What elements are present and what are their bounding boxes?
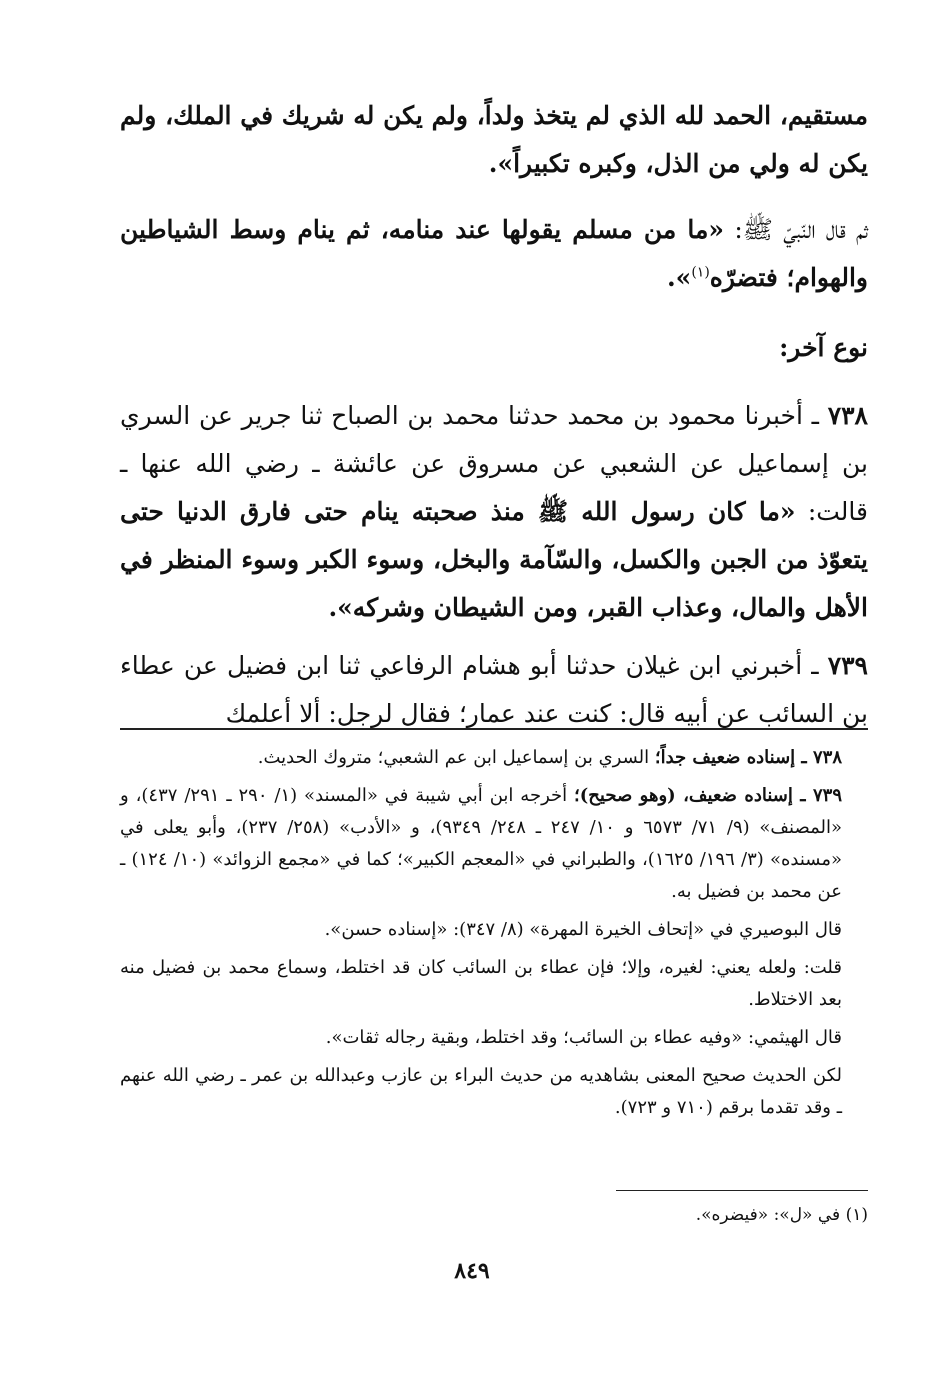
saying-text: «ما من مسلم يقولها عند منامه، ثم ينام وسط الشياطين والهوام؛ فتضرّه <box>120 215 868 292</box>
note-text: السري بن إسماعيل ابن عم الشعبي؛ متروك الحديث. <box>257 747 655 768</box>
hadith-739 <box>120 642 868 738</box>
saying-suffix: ». <box>666 263 692 292</box>
paragraph-prophet-saying <box>120 206 868 302</box>
notes-divider <box>120 728 868 730</box>
footnote-mark: (١) <box>845 1205 868 1225</box>
note-qult: قلت: ولعله يعني: لغيره، وإلا؛ فإن عطاء بن السائب كان قد اختلط، وسماع محمد بن فضيل منه بعد الاختلاط. <box>120 957 842 1010</box>
note-grading: ـ إسناده ضعيف، (وهو صحيح)؛ <box>574 785 813 806</box>
saying-prefix: ثم قال النّبيّ ﷺ: <box>724 215 868 244</box>
footnote-1 <box>120 1200 868 1230</box>
note-text: أخرجه ابن أبي شيبة في «المسند» (١/ ٢٩٠ ـ ٢٩١/ ٤٣٧)، و «المصنف» (٩/ ٧١/ ٦٥٧٣ و ١٠/ ٢٤٧ ـ ٢٤٨/ ٩٣٤٩)، و «الأدب» (٢٥٨/ ٢٣٧)، وأبو يعلى في «مسنده» (٣/ ١٩٦/ ١٦٢٥)، والطبراني في «المعجم الكبير»؛ كما في «مجمع الزوائد» (١٠/ ١٢٤) ـ عن محمد بن فضيل به. <box>120 785 842 902</box>
hadith-chain: ـ أخبرني ابن غيلان حدثنا أبو هشام الرفاعي ثنا ابن فضيل عن عطاء بن السائب عن أبيه قال: كنت عند عمار؛ فقال لرجل: ألا أعلمك <box>120 651 868 728</box>
hadith-number: ٧٣٨ <box>827 401 868 430</box>
footnote-text: في «ل»: «فيضره». <box>695 1205 841 1225</box>
dua-text: مستقيم، الحمد لله الذي لم يتخذ ولداً، ولم يكن له شريك في الملك، ولم يكن له ولي من الذل، وكبره تكبيراً». <box>120 101 868 178</box>
note-lakin: لكن الحديث صحيح المعنى بشاهديه من حديث البراء بن عازب وعبدالله بن عمر ـ رضي الله عنهم ـ وقد تقدما برقم (٧١٠ و ٧٢٣). <box>120 1065 842 1118</box>
hadith-chain: ـ أخبرنا محمود بن محمد حدثنا محمد بن الصباح ثنا جرير عن السري بن إسماعيل عن الشعبي عن مسروق عن عائشة ـ رضي الله عنها ـ قالت: <box>120 401 868 526</box>
paragraph-continuation <box>120 92 868 188</box>
main-text <box>120 92 868 738</box>
hadith-number: ٧٣٩ <box>827 651 868 680</box>
footnote-mark: (١) <box>691 264 710 281</box>
note-busiri: قال البوصيري في «إتحاف الخيرة المهرة» (٨/ ٣٤٧): «إسناده حسن». <box>324 919 842 940</box>
commentary <box>120 742 868 1130</box>
footnote-divider <box>616 1190 868 1191</box>
hadith-matn: «ما كان رسول الله ﷺ منذ صحبته ينام حتى فارق الدنيا حتى يتعوّذ من الجبن والكسل، والسّآمة والبخل، وسوء الكبر وسوء المنظر في الأهل والمال، وعذاب القبر، ومن الشيطان وشركه». <box>120 497 868 622</box>
note-739 <box>120 780 868 908</box>
page-number: ٨٤٩ <box>454 1258 490 1284</box>
note-grading: ـ إسناده ضعيف جداً؛ <box>654 747 813 768</box>
section-heading: نوع آخر: <box>779 333 868 362</box>
note-number: ٧٣٨ <box>812 747 842 768</box>
hadith-738 <box>120 392 868 632</box>
note-738 <box>120 742 868 774</box>
note-number: ٧٣٩ <box>813 785 843 806</box>
note-haythami: قال الهيثمي: «وفيه عطاء بن السائب؛ وقد اختلط، وبقية رجاله ثقات». <box>325 1027 842 1048</box>
